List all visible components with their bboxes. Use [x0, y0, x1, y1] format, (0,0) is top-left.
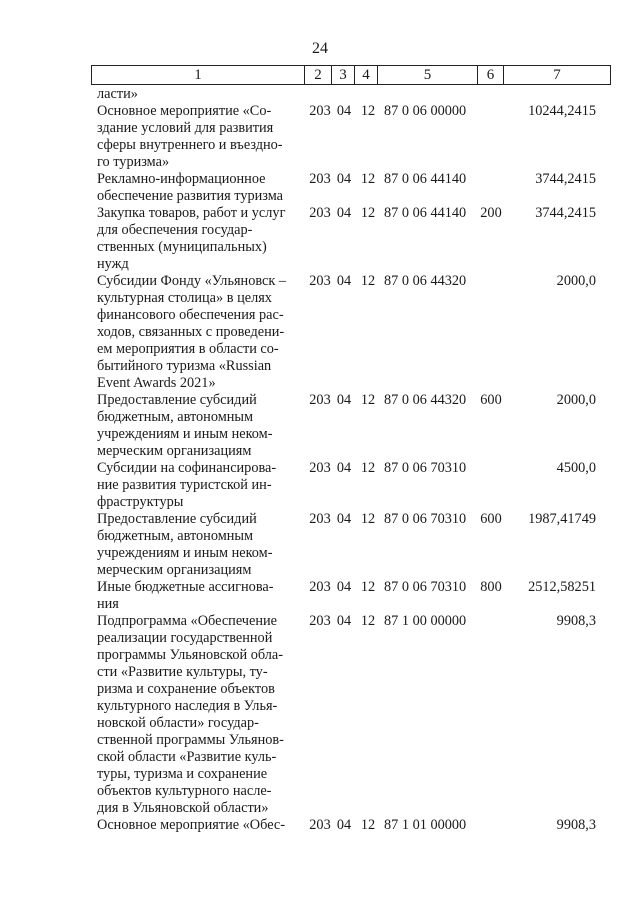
description-line: Event Awards 2021» [97, 375, 216, 391]
row-description [97, 392, 300, 460]
row-description [97, 511, 300, 579]
description-line: Предоставление субсидий [97, 392, 257, 408]
target-article-cell: 87 0 06 44140 [384, 205, 467, 221]
column-header-7: 7 [504, 66, 611, 85]
subsection-code-cell: 12 [360, 273, 376, 289]
description-line: финансового обеспечения рас- [97, 307, 284, 323]
description-line: мерческим организациям [97, 562, 252, 578]
description-line: обеспечение развития туризма [97, 188, 284, 204]
section-code-cell: 04 [336, 205, 352, 221]
table-row [0, 579, 640, 613]
table-row [0, 613, 640, 817]
section-code-cell: 04 [336, 392, 352, 408]
admin-code-cell: 203 [309, 103, 331, 119]
description-line: Субсидии на софинансирова- [97, 460, 277, 476]
description-line: ходов, связанных с проведени- [97, 324, 285, 340]
description-line: объектов культурного насле- [97, 783, 272, 799]
admin-code-cell: 203 [309, 579, 331, 595]
table-row [0, 273, 640, 392]
description-line: культурного наследия в Улья- [97, 698, 278, 714]
description-line: ской области «Развитие куль- [97, 749, 277, 765]
subsection-code-cell: 12 [360, 171, 376, 187]
subsection-code-cell: 12 [360, 613, 376, 629]
target-article-cell: 87 1 01 00000 [384, 817, 467, 833]
admin-code-cell: 203 [309, 273, 331, 289]
column-header-5: 5 [378, 66, 478, 85]
row-description [97, 579, 300, 613]
amount-cell: 2512,58251 [528, 579, 596, 595]
table-row [0, 460, 640, 511]
amount-cell: 10244,2415 [528, 103, 596, 119]
description-line: ственных (муниципальных) [97, 239, 267, 255]
amount-cell: 9908,3 [556, 817, 596, 833]
description-line: программы Ульяновской обла- [97, 647, 284, 663]
table-row [0, 205, 640, 273]
description-line: мерческим организациям [97, 443, 252, 459]
column-header-2: 2 [305, 66, 332, 85]
amount-cell: 3744,2415 [535, 171, 596, 187]
description-line: ризма и сохранение объектов [97, 681, 275, 697]
table-row [0, 103, 640, 171]
admin-code-cell: 203 [309, 817, 331, 833]
description-line: Рекламно-информационное [97, 171, 266, 187]
description-line: сти «Развитие культуры, ту- [97, 664, 268, 680]
subsection-code-cell: 12 [360, 817, 376, 833]
section-code-cell: 04 [336, 579, 352, 595]
section-code-cell: 04 [336, 103, 352, 119]
description-line: туры, туризма и сохранение [97, 766, 268, 782]
amount-cell: 2000,0 [556, 392, 596, 408]
description-line: ласти» [97, 86, 138, 102]
expense-type-cell: 200 [480, 205, 502, 221]
description-line: сферы внутреннего и въездно- [97, 137, 283, 153]
column-header-3: 3 [332, 66, 355, 85]
section-code-cell: 04 [336, 613, 352, 629]
page-number: 24 [312, 40, 328, 57]
amount-cell: 3744,2415 [535, 205, 596, 221]
description-line: нужд [97, 256, 129, 272]
target-article-cell: 87 0 06 70310 [384, 511, 467, 527]
description-line: бюджетным, автономным [97, 409, 254, 425]
target-article-cell: 87 0 06 70310 [384, 460, 467, 476]
table-row [0, 86, 640, 103]
table-row [0, 171, 640, 205]
description-line: го туризма» [97, 154, 170, 170]
description-line: Основное мероприятие «Со- [97, 103, 272, 119]
column-header-1: 1 [92, 66, 305, 85]
row-description [97, 460, 300, 511]
section-code-cell: 04 [336, 817, 352, 833]
admin-code-cell: 203 [309, 511, 331, 527]
column-header-row [92, 66, 611, 85]
target-article-cell: 87 0 06 44320 [384, 273, 467, 289]
description-line: бытийного туризма «Russian [97, 358, 272, 374]
description-line: новской области» государ- [97, 715, 259, 731]
description-line: ния [97, 596, 119, 612]
budget-table-body [0, 86, 640, 834]
description-line: ние развития туристской ин- [97, 477, 272, 493]
row-description [97, 613, 300, 817]
row-description [97, 205, 300, 273]
admin-code-cell: 203 [309, 205, 331, 221]
amount-cell: 9908,3 [556, 613, 596, 629]
description-line: Субсидии Фонду «Ульяновск – [97, 273, 287, 289]
column-header-6: 6 [478, 66, 504, 85]
section-code-cell: 04 [336, 460, 352, 476]
description-line: Иные бюджетные ассигнова- [97, 579, 274, 595]
description-line: культурная столица» в целях [97, 290, 272, 306]
row-description [97, 817, 300, 834]
description-line: реализации государственной [97, 630, 273, 646]
target-article-cell: 87 1 00 00000 [384, 613, 467, 629]
description-line: фраструктуры [97, 494, 184, 510]
amount-cell: 1987,41749 [528, 511, 596, 527]
section-code-cell: 04 [336, 171, 352, 187]
description-line: Закупка товаров, работ и услуг [97, 205, 286, 221]
subsection-code-cell: 12 [360, 103, 376, 119]
expense-type-cell: 800 [480, 579, 502, 595]
description-line: ственной программы Ульянов- [97, 732, 284, 748]
description-line: дия в Ульяновской области» [97, 800, 269, 816]
target-article-cell: 87 0 06 44140 [384, 171, 467, 187]
table-row [0, 817, 640, 834]
row-description [97, 273, 300, 392]
table-row [0, 511, 640, 579]
row-description [97, 103, 300, 171]
expense-type-cell: 600 [480, 392, 502, 408]
admin-code-cell: 203 [309, 392, 331, 408]
target-article-cell: 87 0 06 00000 [384, 103, 467, 119]
row-description [97, 171, 300, 205]
amount-cell: 4500,0 [556, 460, 596, 476]
description-line: ем мероприятия в области со- [97, 341, 279, 357]
description-line: здание условий для развития [97, 120, 274, 136]
description-line: бюджетным, автономным [97, 528, 254, 544]
row-description [97, 86, 300, 103]
subsection-code-cell: 12 [360, 460, 376, 476]
subsection-code-cell: 12 [360, 392, 376, 408]
subsection-code-cell: 12 [360, 579, 376, 595]
subsection-code-cell: 12 [360, 205, 376, 221]
description-line: Предоставление субсидий [97, 511, 257, 527]
subsection-code-cell: 12 [360, 511, 376, 527]
description-line: учреждениям и иным неком- [97, 545, 273, 561]
description-line: Основное мероприятие «Обес- [97, 817, 286, 833]
description-line: учреждениям и иным неком- [97, 426, 273, 442]
target-article-cell: 87 0 06 70310 [384, 579, 467, 595]
section-code-cell: 04 [336, 273, 352, 289]
column-header-table [91, 65, 611, 85]
admin-code-cell: 203 [309, 460, 331, 476]
description-line: Подпрограмма «Обеспечение [97, 613, 277, 629]
admin-code-cell: 203 [309, 171, 331, 187]
admin-code-cell: 203 [309, 613, 331, 629]
section-code-cell: 04 [336, 511, 352, 527]
target-article-cell: 87 0 06 44320 [384, 392, 467, 408]
column-header-4: 4 [355, 66, 378, 85]
amount-cell: 2000,0 [556, 273, 596, 289]
table-row [0, 392, 640, 460]
description-line: для обеспечения государ- [97, 222, 253, 238]
expense-type-cell: 600 [480, 511, 502, 527]
